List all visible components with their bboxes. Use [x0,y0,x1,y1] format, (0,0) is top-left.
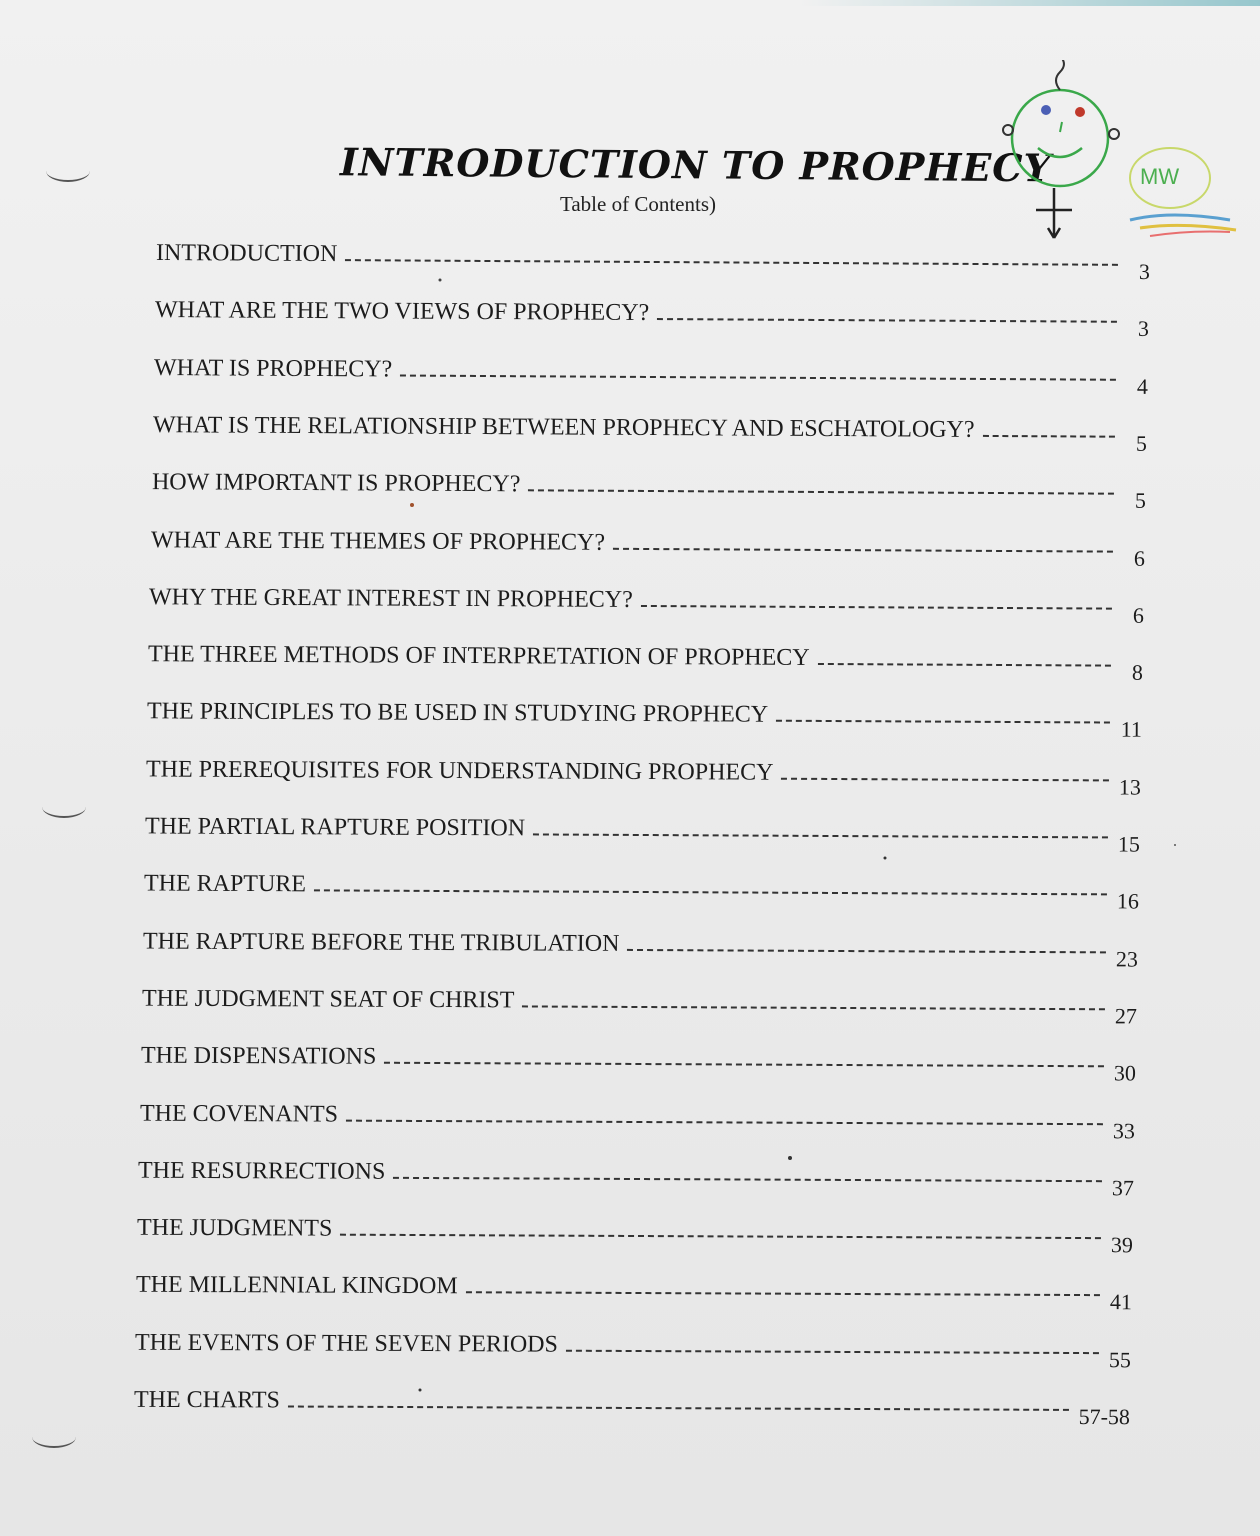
toc-entry [150,524,1145,571]
toc-entry-page-number: 39 [1110,1232,1133,1258]
toc-leader-dashes [983,435,1115,438]
toc-leader-dashes [627,949,1106,953]
toc-entry [134,1327,1131,1373]
toc-leader-dashes [776,720,1110,724]
toc-entry-page-number: 37 [1111,1175,1134,1201]
toc-leader-dashes [613,548,1113,553]
toc-entry [148,581,1144,628]
toc-entry [155,237,1150,285]
toc-entry-page-number: 30 [1113,1060,1136,1086]
toc-entry-title: WHAT IS THE RELATIONSHIP BETWEEN PROPHECY AND ESCHATOLOGY? [152,412,975,443]
toc-entry [152,409,1147,456]
toc-entry-title: WHAT ARE THE TWO VIEWS OF PROPHECY? [154,297,650,326]
toc-entry-title: THE PRINCIPLES TO BE USED IN STUDYING PROPHECY [146,698,769,728]
toc-entry-page-number: 4 [1136,373,1148,399]
toc-entry-page-number: 27 [1114,1003,1137,1029]
toc-entry-title: THE JUDGMENT SEAT OF CHRIST [141,985,515,1014]
toc-entry-page-number: 33 [1112,1118,1135,1144]
toc-leader-dashes [528,489,1114,494]
toc-entry-title: THE PREREQUISITES FOR UNDERSTANDING PROPHECY [145,756,774,786]
toc-entry [135,1269,1132,1315]
toc-leader-dashes [288,1405,1069,1410]
toc-entry-page-number: 11 [1120,716,1142,742]
toc-entry [139,1098,1135,1144]
toc-entry-page-number: 3 [1137,315,1149,341]
document-title: INTRODUCTION TO PROPHECY [339,139,1052,191]
toc-leader-dashes [641,605,1112,610]
toc-entry-title: THE DISPENSATIONS [140,1042,377,1070]
toc-entry-page-number: 57-58 [1078,1403,1130,1430]
toc-entry-page-number: 6 [1132,602,1144,628]
toc-leader-dashes [345,259,1118,266]
toc-entry-title: THE PARTIAL RAPTURE POSITION [144,813,526,842]
toc-entry [153,352,1148,399]
toc-leader-dashes [522,1005,1105,1010]
toc-entry-page-number: 5 [1135,430,1147,456]
toc-entry-title: HOW IMPORTANT IS PROPHECY? [151,469,521,498]
toc-entry [140,1040,1136,1086]
toc-entry [136,1212,1133,1258]
toc-leader-dashes [346,1120,1103,1126]
toc-entry-page-number: 8 [1131,659,1143,685]
toc-entry [146,695,1142,742]
toc-entry-page-number: 23 [1115,946,1138,972]
toc-entry [144,810,1140,857]
toc-leader-dashes [340,1234,1101,1239]
toc-entry-title: THE MILLENNIAL KINGDOM [135,1271,458,1300]
toc-entry [133,1384,1130,1430]
toc-entry [141,983,1137,1029]
toc-entry-title: WHY THE GREAT INTEREST IN PROPHECY? [148,584,633,613]
toc-leader-dashes [657,318,1117,323]
toc-leader-dashes [393,1177,1102,1182]
toc-entry-page-number: 15 [1117,831,1140,857]
document-subtitle: Table of Contents) [560,192,716,216]
toc-leader-dashes [314,889,1107,895]
toc-entry-title: WHAT ARE THE THEMES OF PROPHECY? [150,527,606,556]
toc-entry-page-number: 16 [1116,888,1139,914]
toc-entry [154,294,1149,341]
toc-entry-title: THE RAPTURE BEFORE THE TRIBULATION [142,928,620,957]
toc-entry-page-number: 3 [1138,258,1150,285]
toc-entry-title: THE RESURRECTIONS [137,1157,386,1185]
toc-leader-dashes [818,663,1111,667]
toc-entry-page-number: 5 [1134,487,1146,513]
toc-entry [145,753,1141,800]
toc-entry-title: INTRODUCTION [155,239,338,268]
toc-entry [147,638,1143,685]
doodle-initials: MW [1140,164,1180,189]
toc-entry-title: THE CHARTS [133,1386,280,1414]
toc-leader-dashes [466,1291,1100,1296]
toc-leader-dashes [781,778,1109,782]
toc-entry-page-number: 41 [1109,1289,1132,1315]
toc-entry-title: THE RAPTURE [143,870,307,898]
toc-entry-page-number: 55 [1108,1347,1131,1373]
toc-leader-dashes [533,833,1108,838]
toc-leader-dashes [384,1062,1104,1068]
toc-entry [143,867,1139,914]
toc-entry-page-number: 6 [1133,545,1145,571]
toc-entry-title: THE COVENANTS [139,1100,339,1128]
toc-leader-dashes [566,1350,1099,1354]
toc-entry-title: WHAT IS PROPHECY? [153,355,393,383]
toc-entry [151,466,1146,513]
toc-entry-title: THE EVENTS OF THE SEVEN PERIODS [134,1329,558,1358]
toc-entry-title: THE THREE METHODS OF INTERPRETATION OF PROPHECY [147,641,810,671]
toc-entry [137,1155,1134,1201]
toc-leader-dashes [400,375,1116,381]
toc-entry-page-number: 13 [1118,774,1141,800]
toc-entry-title: THE JUDGMENTS [136,1214,333,1242]
toc-entry [142,925,1138,972]
